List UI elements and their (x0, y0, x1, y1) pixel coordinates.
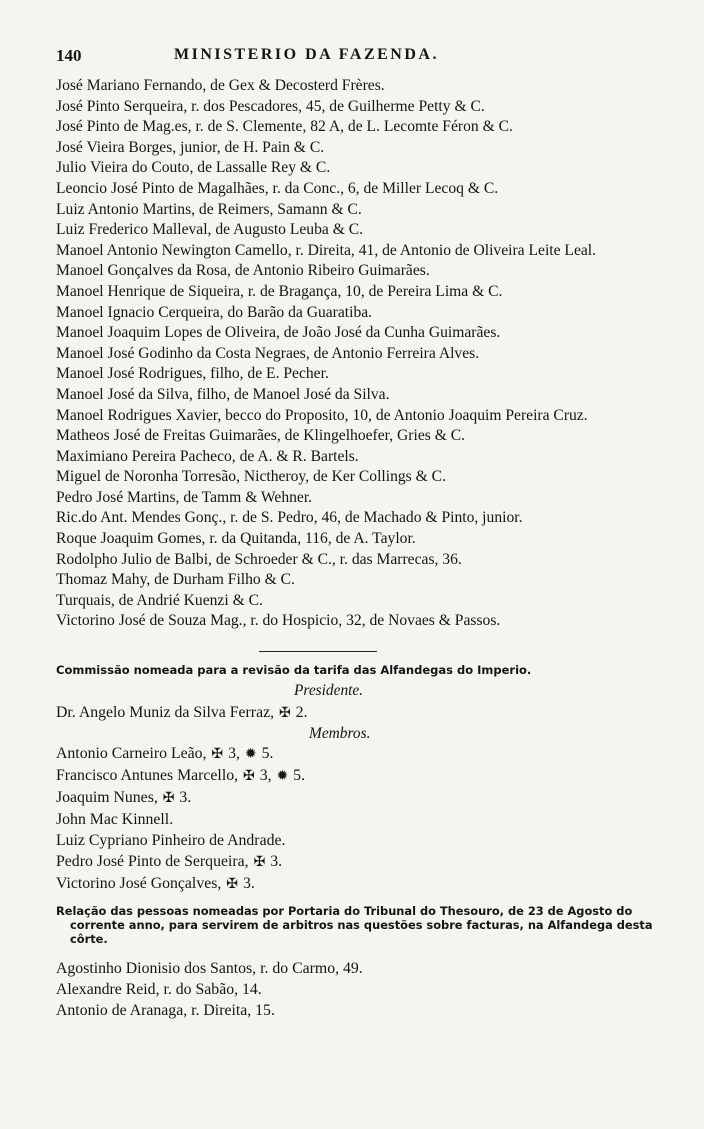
commission-members (56, 743, 660, 895)
list-item: Thomaz Mahy, de Durham Filho & C. (56, 571, 295, 589)
cross-order-icon: ✠ (211, 747, 224, 763)
order-rank: 3, (224, 745, 244, 763)
order-rank: 3. (239, 875, 255, 893)
person-entry (56, 743, 660, 765)
person-entry (56, 830, 660, 851)
commission-president (56, 702, 660, 724)
page-number: 140 (56, 46, 82, 65)
cross-order-icon: ✠ (243, 769, 255, 785)
list-item: Manoel Joaquim Lopes de Oliveira, de João José da Cunha Guimarães. (56, 324, 501, 342)
commission-heading: Commissão nomeada para a revisão da tarifa das Alfandegas do Imperio. (56, 663, 532, 678)
list-item: Manoel Rodrigues Xavier, becco do Proposito, 10, de Antonio Joaquim Pereira Cruz. (56, 406, 588, 424)
list-item: Manoel Gonçalves da Rosa, de Antonio Ribeiro Guimarães. (56, 262, 430, 280)
cross-order-icon: ✠ (253, 855, 266, 871)
person-entry (56, 765, 660, 787)
person-name: Francisco Antunes Marcello, (56, 767, 243, 785)
order-rank: 3. (266, 853, 283, 871)
list-item: Rodolpho Julio de Balbi, de Schroeder & C., r. das Marrecas, 36. (56, 550, 462, 568)
list-item: Agostinho Dionisio dos Santos, r. do Carmo, 49. (56, 960, 363, 978)
order-rank: 3, (255, 767, 276, 785)
list-item: Victorino José de Souza Mag., r. do Hospicio, 32, de Novaes & Passos. (56, 612, 501, 630)
person-entry (56, 809, 660, 830)
list-item: Luiz Frederico Malleval, de Augusto Leuba & C. (56, 221, 364, 239)
person-entry (56, 702, 660, 724)
list-item: Manoel José Rodrigues, filho, de E. Pecher. (56, 365, 329, 383)
order-rank: 3. (175, 789, 192, 807)
list-item: Turquais, de Andrié Kuenzi & C. (56, 591, 263, 609)
person-name: Dr. Angelo Muniz da Silva Ferraz, (56, 704, 278, 722)
person-name: Luiz Cypriano Pinheiro de Andrade. (56, 832, 286, 850)
list-item: Leoncio José Pinto de Magalhães, r. da Conc., 6, de Miller Lecoq & C. (56, 179, 499, 197)
list-item: Manoel Ignacio Cerqueira, do Barão da Guaratiba. (56, 303, 373, 321)
list-item: Pedro José Martins, de Tamm & Wehner. (56, 488, 313, 506)
page-header (56, 46, 660, 72)
list-item: Manoel José Godinho da Costa Negraes, de Antonio Ferreira Alves. (56, 344, 480, 362)
members-label: Membros. (309, 725, 371, 743)
order-rank: 5. (289, 767, 306, 785)
person-entry (56, 873, 660, 895)
list-item: Miguel de Noronha Torresão, Nictheroy, de Ker Collings & C. (56, 468, 446, 486)
person-name: Pedro José Pinto de Serqueira, (56, 853, 253, 871)
running-title: MINISTERIO DA FAZENDA. (174, 46, 439, 63)
list-item: José Vieira Borges, junior, de H. Pain & C. (56, 138, 325, 156)
person-entry (56, 851, 660, 873)
arbiter-entry-list (56, 76, 660, 632)
list-item: Luiz Antonio Martins, de Reimers, Samann & C. (56, 200, 362, 218)
list-item: Maximiano Pereira Pacheco, de A. & R. Bartels. (56, 447, 359, 465)
president-label: Presidente. (294, 682, 364, 700)
cross-order-icon: ✠ (279, 706, 291, 722)
list-item: José Pinto de Mag.es, r. de S. Clemente, 82 A, de L. Lecomte Féron & C. (56, 118, 513, 136)
list-item: José Pinto Serqueira, r. dos Pescadores, 45, de Guilherme Petty & C. (56, 97, 485, 115)
order-rank: 2. (291, 704, 308, 722)
rose-order-icon: ✹ (276, 769, 289, 785)
arbiters-list (56, 958, 660, 1021)
list-item: Matheos José de Freitas Guimarães, de Klingelhoefer, Gries & C. (56, 427, 466, 445)
rose-order-icon: ✹ (244, 747, 257, 763)
cross-order-icon: ✠ (162, 791, 175, 807)
person-name: Victorino José Gonçalves, (56, 875, 226, 893)
person-name: John Mac Kinnell. (56, 811, 174, 829)
list-item: Manoel Antonio Newington Camello, r. Direita, 41, de Antonio de Oliveira Leite Leal. (56, 241, 597, 259)
list-item: Julio Vieira do Couto, de Lassalle Rey & C. (56, 159, 331, 177)
section-divider (259, 651, 377, 652)
list-item: Ric.do Ant. Mendes Gonç., r. de S. Pedro, 46, de Machado & Pinto, junior. (56, 509, 523, 527)
list-item: Manoel Henrique de Siqueira, r. de Bragança, 10, de Pereira Lima & C. (56, 282, 503, 300)
list-item: Roque Joaquim Gomes, r. da Quitanda, 116, de A. Taylor. (56, 530, 416, 548)
arbiters-heading: Relação das pessoas nomeadas por Portaria do Tribunal do Thesouro, de 23 de Agosto do corrente anno, para servirem de arbitros nas questões sobre facturas, na Alfandega desta côrte. (56, 904, 653, 947)
person-entry (56, 787, 660, 809)
order-rank: 5. (257, 745, 274, 763)
list-item: José Mariano Fernando, de Gex & Decosterd Frères. (56, 77, 385, 94)
list-item: Antonio de Aranaga, r. Direita, 15. (56, 1002, 275, 1020)
person-name: Antonio Carneiro Leão, (56, 745, 211, 763)
cross-order-icon: ✠ (226, 877, 239, 893)
list-item: Alexandre Reid, r. do Sabão, 14. (56, 981, 262, 999)
list-item: Manoel José da Silva, filho, de Manoel José da Silva. (56, 385, 390, 403)
person-name: Joaquim Nunes, (56, 789, 162, 807)
